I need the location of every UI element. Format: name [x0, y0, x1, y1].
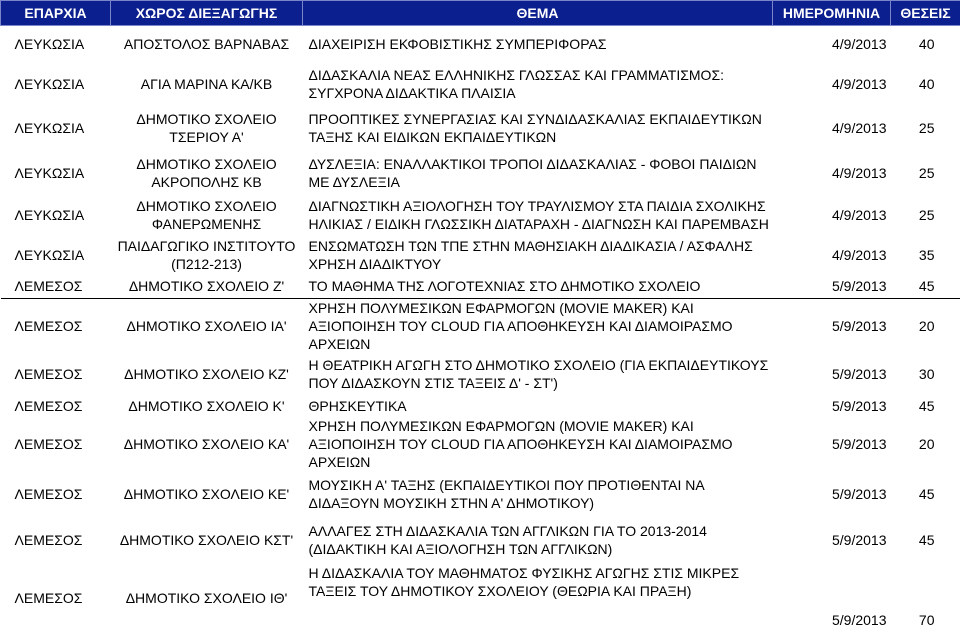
cell-place: ΔΗΜΟΤΙΚΟ ΣΧΟΛΕΙΟ ΚΑ': [123, 436, 290, 452]
cell-date: 5/9/2013: [832, 486, 887, 502]
cell-date: 5/9/2013: [832, 366, 887, 382]
table-row: [1, 26, 960, 63]
cell-seats: 30: [918, 366, 935, 382]
table-row: [1, 417, 960, 471]
header-place: ΧΩΡΟΣ ΔΙΕΞΑΓΩΓΗΣ: [111, 1, 303, 26]
cell-topic: ΧΡΗΣΗ ΠΟΛΥΜΕΣΙΚΩΝ ΕΦΑΡΜΟΓΩΝ (MOVIE MAKER) ΚΑΙ ΑΞΙΟΠΟΙΗΣΗ ΤΟΥ CLOUD ΓΙΑ ΑΠΟΘΗΚΕΥΣΗ ΚΑΙ ΔΙΑΜΟΙΡΑΣΜΟ ΑΡΧΕΙΩΝ: [308, 418, 733, 470]
cell-seats: 45: [918, 532, 935, 548]
cell-region: ΛΕΥΚΩΣΙΑ: [14, 75, 85, 92]
cell-place: ΔΗΜΟΤΙΚΟ ΣΧΟΛΕΙΟ ΚΣΤ': [119, 532, 294, 548]
cell-seats: 70: [918, 612, 935, 628]
cell-topic: ΔΙΑΧΕΙΡΙΣΗ ΕΚΦΟΒΙΣΤΙΚΗΣ ΣΥΜΠΕΡΙΦΟΡΑΣ: [308, 36, 607, 53]
cell-region: ΛΕΜΕΣΟΣ: [14, 398, 83, 414]
cell-date: 4/9/2013: [832, 119, 887, 136]
header-date: ΗΜΕΡΟΜΗΝΙΑ: [773, 1, 891, 26]
table-row: [1, 235, 960, 275]
cell-region: ΛΕΥΚΩΣΙΑ: [14, 164, 85, 181]
cell-region: ΛΕΜΕΣΟΣ: [14, 436, 83, 452]
header-row: [1, 1, 960, 26]
cell-date: 5/9/2013: [832, 318, 887, 334]
table-row: [1, 517, 960, 563]
cell-seats: 35: [918, 246, 935, 263]
cell-place: ΔΗΜΟΤΙΚΟ ΣΧΟΛΕΙΟ Κ': [128, 398, 285, 414]
cell-region: ΛΕΜΕΣΟΣ: [14, 366, 83, 382]
table-row: [1, 353, 960, 395]
cell-topic: ΕΝΣΩΜΑΤΩΣΗ ΤΩΝ ΤΠΕ ΣΤΗΝ ΜΑΘΗΣΙΑΚΗ ΔΙΑΔΙΚΑΣΙΑ / ΑΣΦΑΛΗΣ ΧΡΗΣΗ ΔΙΑΔΙΚΤΥΟΥ: [308, 237, 753, 272]
header-region: ΕΠΑΡΧΙΑ: [1, 1, 111, 26]
cell-region: ΛΕΥΚΩΣΙΑ: [14, 36, 85, 53]
cell-region: ΛΕΜΕΣΟΣ: [14, 318, 83, 334]
cell-place: ΔΗΜΟΤΙΚΟ ΣΧΟΛΕΙΟ ΦΑΝΕΡΩΜΕΝΗΣ: [136, 197, 277, 232]
cell-seats: 40: [918, 75, 935, 92]
cell-place: ΔΗΜΟΤΙΚΟ ΣΧΟΛΕΙΟ Ζ': [111, 275, 303, 299]
cell-seats: 25: [918, 206, 935, 223]
cell-place: ΑΓΙΑ ΜΑΡΙΝΑ ΚΑ/ΚΒ: [140, 75, 273, 92]
cell-topic: ΔΥΣΛΕΞΙΑ: ΕΝΑΛΛΑΚΤΙΚΟΙ ΤΡΟΠΟΙ ΔΙΔΑΣΚΑΛΙΑΣ - ΦΟΒΟΙ ΠΑΙΔΙΩΝ ΜΕ ΔΥΣΛΕΞΙΑ: [308, 155, 757, 190]
cell-date: 5/9/2013: [832, 612, 887, 628]
cell-region: ΛΕΥΚΩΣΙΑ: [14, 119, 85, 136]
cell-topic: ΔΙΔΑΣΚΑΛΙΑ ΝΕΑΣ ΕΛΛΗΝΙΚΗΣ ΓΛΩΣΣΑΣ ΚΑΙ ΓΡΑΜΜΑΤΙΣΜΟΣ: ΣΥΓΧΡΟΝΑ ΔΙΔΑΚΤΙΚΑ ΠΛΑΙΣΙΑ: [308, 66, 724, 101]
cell-place: ΔΗΜΟΤΙΚΟ ΣΧΟΛΕΙΟ ΑΚΡΟΠΟΛΗΣ ΚΒ: [136, 155, 277, 190]
table-row: [1, 151, 960, 195]
cell-place: ΑΠΟΣΤΟΛΟΣ ΒΑΡΝΑΒΑΣ: [123, 36, 290, 53]
cell-topic: ΤΟ ΜΑΘΗΜΑ ΤΗΣ ΛΟΓΟΤΕΧΝΙΑΣ ΣΤΟ ΔΗΜΟΤΙΚΟ ΣΧΟΛΕΙΟ: [303, 275, 773, 299]
cell-place: ΔΗΜΟΤΙΚΟ ΣΧΟΛΕΙΟ ΚΕ': [123, 486, 290, 502]
header-topic: ΘΕΜΑ: [303, 1, 773, 26]
cell-topic: Η ΔΙΔΑΣΚΑΛΙΑ ΤΟΥ ΜΑΘΗΜΑΤΟΣ ΦΥΣΙΚΗΣ ΑΓΩΓΗΣ ΣΤΙΣ ΜΙΚΡΕΣ ΤΑΞΕΙΣ ΤΟΥ ΔΗΜΟΤΙΚΟΥ ΣΧΟΛΕΙΟΥ (ΘΕΩΡΙΑ ΚΑΙ ΠΡΑΞΗ): [308, 565, 740, 599]
cell-region: ΛΕΜΕΣΟΣ: [14, 532, 83, 548]
cell-date: 4/9/2013: [832, 206, 887, 223]
cell-date: 4/9/2013: [832, 246, 887, 263]
cell-topic: ΧΡΗΣΗ ΠΟΛΥΜΕΣΙΚΩΝ ΕΦΑΡΜΟΓΩΝ (MOVIE MAKER) ΚΑΙ ΑΞΙΟΠΟΙΗΣΗ ΤΟΥ CLOUD ΓΙΑ ΑΠΟΘΗΚΕΥΣΗ ΚΑΙ ΔΙΑΜΟΙΡΑΣΜΟ ΑΡΧΕΙΩΝ: [308, 300, 733, 352]
table-row: [1, 105, 960, 151]
table-row: [1, 275, 960, 299]
table-row: [1, 299, 960, 354]
cell-seats: 40: [918, 36, 935, 53]
cell-seats: 25: [918, 164, 935, 181]
cell-date: 5/9/2013: [832, 532, 887, 548]
cell-seats: 20: [918, 436, 935, 452]
cell-date: 4/9/2013: [832, 36, 887, 53]
cell-date: 4/9/2013: [832, 75, 887, 92]
cell-topic: ΜΟΥΣΙΚΗ Α' ΤΑΞΗΣ (ΕΚΠΑΙΔΕΥΤΙΚΟΙ ΠΟΥ ΠΡΟΤΙΘΕΝΤΑΙ ΝΑ ΔΙΔΑΞΟΥΝ ΜΟΥΣΙΚΗ ΣΤΗΝ Α' ΔΗΜΟΤΙΚΟΥ): [308, 477, 704, 511]
cell-topic: ΔΙΑΓΝΩΣΤΙΚΗ ΑΞΙΟΛΟΓΗΣΗ ΤΟΥ ΤΡΑΥΛΙΣΜΟΥ ΣΤΑ ΠΑΙΔΙΑ ΣΧΟΛΙΚΗΣ ΗΛΙΚΙΑΣ / ΕΙΔΙΚΗ ΓΛΩΣΣΙΚΗ ΔΙΑΤΑΡΑΧΗ - ΔΙΑΓΝΩΣΗ ΚΑΙ ΠΑΡΕΜΒΑΣΗ: [308, 197, 769, 232]
cell-place: ΔΗΜΟΤΙΚΟ ΣΧΟΛΕΙΟ ΤΣΕΡΙΟΥ Α': [136, 110, 277, 145]
cell-place: ΔΗΜΟΤΙΚΟ ΣΧΟΛΕΙΟ ΙΘ': [125, 590, 288, 606]
cell-date: 4/9/2013: [832, 164, 887, 181]
cell-seats: 25: [918, 119, 935, 136]
cell-seats: 20: [918, 318, 935, 334]
cell-topic: ΠΡΟΟΠΤΙΚΕΣ ΣΥΝΕΡΓΑΣΙΑΣ ΚΑΙ ΣΥΝΔΙΔΑΣΚΑΛΙΑΣ ΕΚΠΑΙΔΕΥΤΙΚΩΝ ΤΑΞΗΣ ΚΑΙ ΕΙΔΙΚΩΝ ΕΚΠΑΙΔΕΥΤΙΚΩΝ: [308, 110, 762, 145]
cell-region: ΛΕΥΚΩΣΙΑ: [14, 246, 85, 263]
cell-date: 5/9/2013: [832, 398, 887, 414]
table-row: [1, 563, 960, 633]
cell-date: 5/9/2013: [773, 275, 891, 299]
cell-seats: 45: [891, 275, 960, 299]
table-row: [1, 63, 960, 105]
cell-place: ΔΗΜΟΤΙΚΟ ΣΧΟΛΕΙΟ ΚΖ': [124, 366, 289, 382]
cell-place: ΔΗΜΟΤΙΚΟ ΣΧΟΛΕΙΟ ΙΑ': [126, 318, 287, 334]
cell-region: ΛΕΜΕΣΟΣ: [14, 590, 83, 606]
cell-region: ΛΕΜΕΣΟΣ: [14, 486, 83, 502]
cell-seats: 45: [918, 398, 935, 414]
table-row: [1, 195, 960, 235]
table-row: [1, 395, 960, 417]
cell-topic: ΘΡΗΣΚΕΥΤΙΚΑ: [308, 398, 407, 414]
header-seats: ΘΕΣΕΙΣ: [891, 1, 960, 26]
cell-region: ΛΕΥΚΩΣΙΑ: [14, 206, 85, 223]
cell-date: 5/9/2013: [832, 436, 887, 452]
cell-topic: Η ΘΕΑΤΡΙΚΗ ΑΓΩΓΗ ΣΤΟ ΔΗΜΟΤΙΚΟ ΣΧΟΛΕΙΟ (ΓΙΑ ΕΚΠΑΙΔΕΥΤΙΚΟΥΣ ΠΟΥ ΔΙΔΑΣΚΟΥΝ ΣΤΙΣ ΤΑΞΕΙΣ Δ' - ΣΤ'): [308, 357, 769, 391]
cell-seats: 45: [918, 486, 935, 502]
cell-place: ΠΑΙΔΑΓΩΓΙΚΟ ΙΝΣΤΙΤΟΥΤΟ (Π212-213): [117, 237, 296, 272]
cell-topic: ΑΛΛΑΓΕΣ ΣΤΗ ΔΙΔΑΣΚΑΛΙΑ ΤΩΝ ΑΓΓΛΙΚΩΝ ΓΙΑ ΤΟ 2013-2014 (ΔΙΔΑΚΤΙΚΗ ΚΑΙ ΑΞΙΟΛΟΓΗΣΗ ΤΩΝ ΑΓΓΛΙΚΩΝ): [308, 523, 707, 557]
cell-region: ΛΕΜΕΣΟΣ: [1, 275, 111, 299]
table-row: [1, 471, 960, 517]
